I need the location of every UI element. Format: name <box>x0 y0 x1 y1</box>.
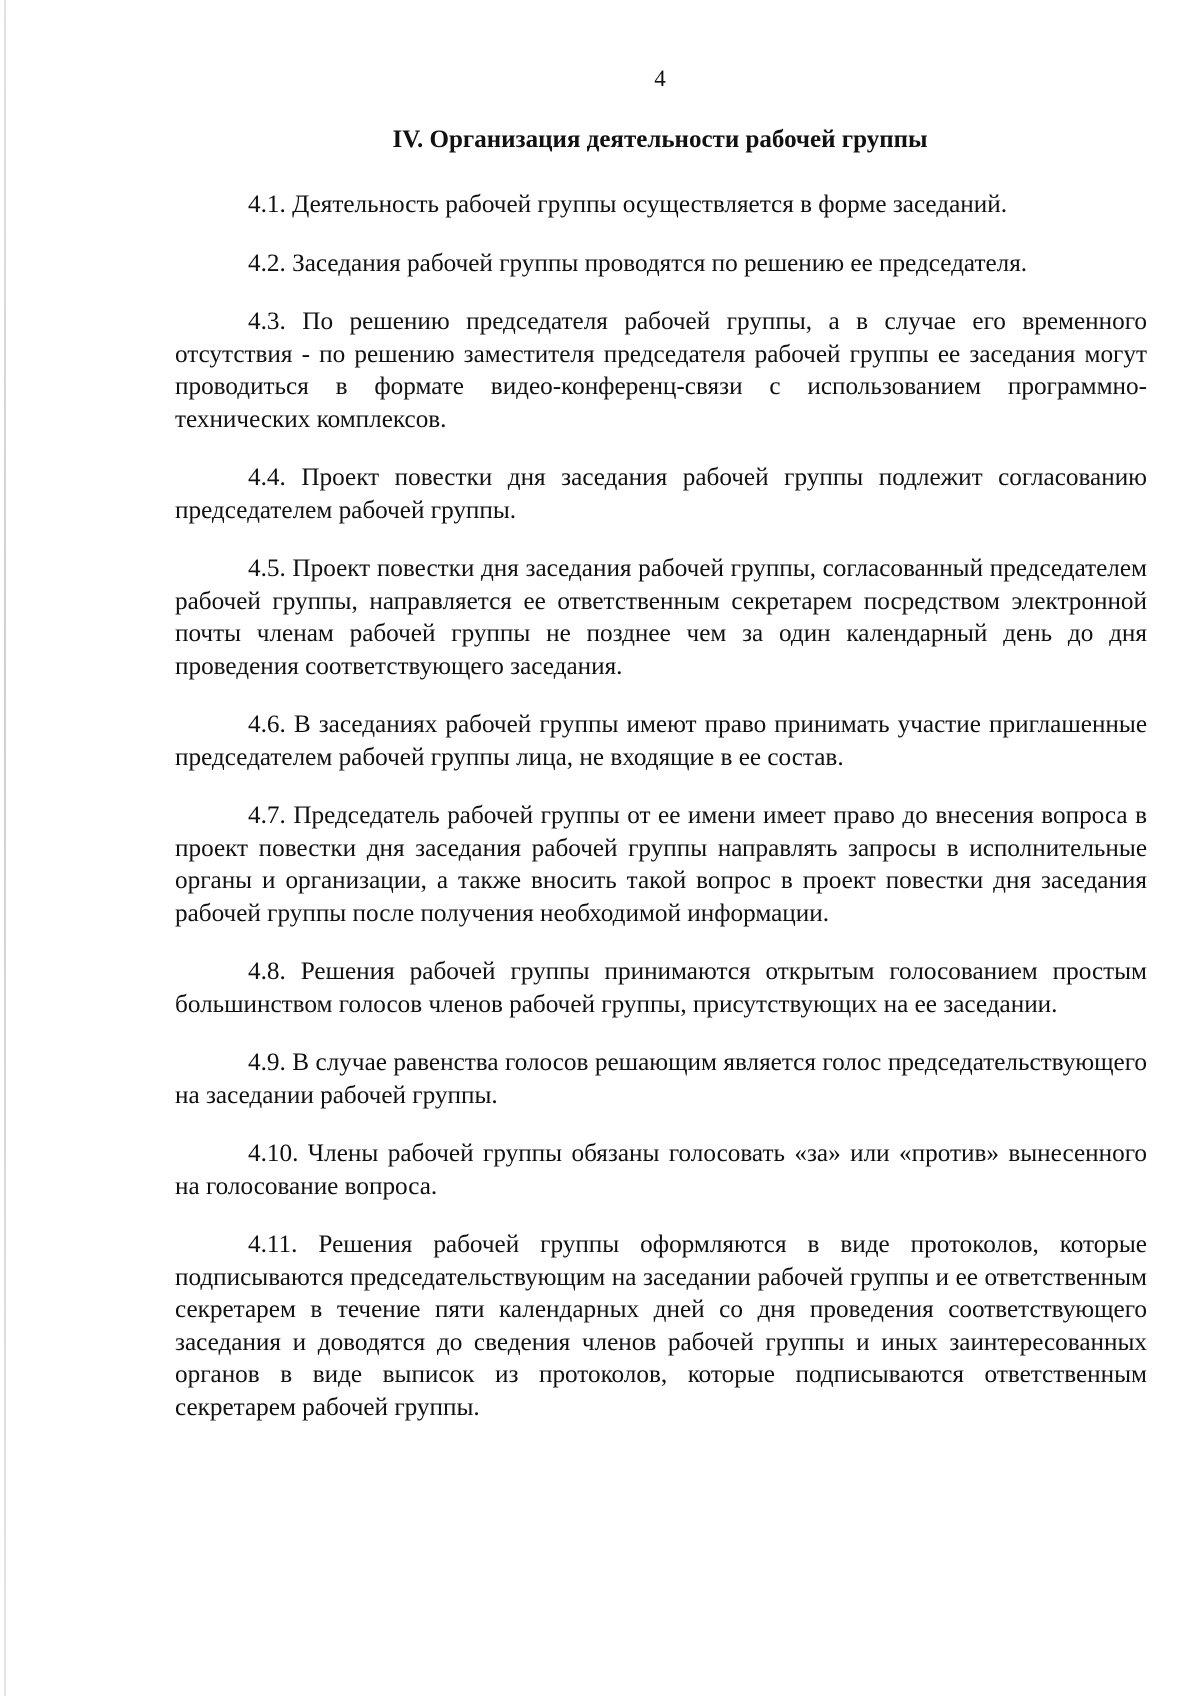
paragraph-4-7: 4.7. Председатель рабочей группы от ее имени имеет право до внесения вопроса в проект повестки дня заседания рабочей группы направлять запросы в исполнительные органы и организации, а также вносить такой вопрос в проект повестки дня заседания рабочей группы после получения необходимой информации. <box>175 802 1147 927</box>
paragraph-4-10: 4.10. Члены рабочей группы обязаны голосовать «за» или «против» вынесенного на голосование вопроса. <box>175 1140 1147 1200</box>
paragraph-4-11: 4.11. Решения рабочей группы оформляются в виде протоколов, которые подписываются председательствующим на заседании рабочей группы и ее ответственным секретарем в течение пяти календарных дней со дня проведения соответствующего заседания и доводятся до сведения членов рабочей группы и иных заинтересованных органов в виде выписок из протоколов, которые подписываются ответственным секретарем рабочей группы. <box>175 1231 1147 1421</box>
paragraph-4-3: 4.3. По решению председателя рабочей группы, а в случае его временного отсутствия - по решению заместителя председателя рабочей группы ее заседания могут проводиться в формате видео-конференц-связи с использованием программно-технических комплексов. <box>175 308 1147 433</box>
paragraph-4-1: 4.1. Деятельность рабочей группы осуществляется в форме заседаний. <box>248 191 1008 218</box>
page-number: 4 <box>654 66 666 91</box>
section-heading: IV. Организация деятельности рабочей группы <box>392 126 928 153</box>
paragraph-4-5: 4.5. Проект повестки дня заседания рабочей группы, согласованный председателем рабочей группы, направляется ее ответственным секретарем посредством электронной почты членам рабочей группы не позднее чем за один календарный день до дня проведения соответствующего заседания. <box>175 555 1147 680</box>
paragraph-4-2: 4.2. Заседания рабочей группы проводятся по решению ее председателя. <box>248 249 1028 277</box>
document-body <box>175 189 1147 1450</box>
paragraph-4-6: 4.6. В заседаниях рабочей группы имеют право принимать участие приглашенные председателем рабочей группы лица, не входящие в ее состав. <box>175 711 1147 771</box>
paragraph-4-8: 4.8. Решения рабочей группы принимаются открытым голосованием простым большинством голосов членов рабочей группы, присутствующих на ее заседании. <box>175 958 1147 1018</box>
paragraph-4-4: 4.4. Проект повестки дня заседания рабочей группы подлежит согласованию председателем рабочей группы. <box>175 464 1147 524</box>
paragraph-4-9: 4.9. В случае равенства голосов решающим является голос председательствующего на заседании рабочей группы. <box>175 1049 1147 1109</box>
scan-edge-line <box>4 0 6 1696</box>
